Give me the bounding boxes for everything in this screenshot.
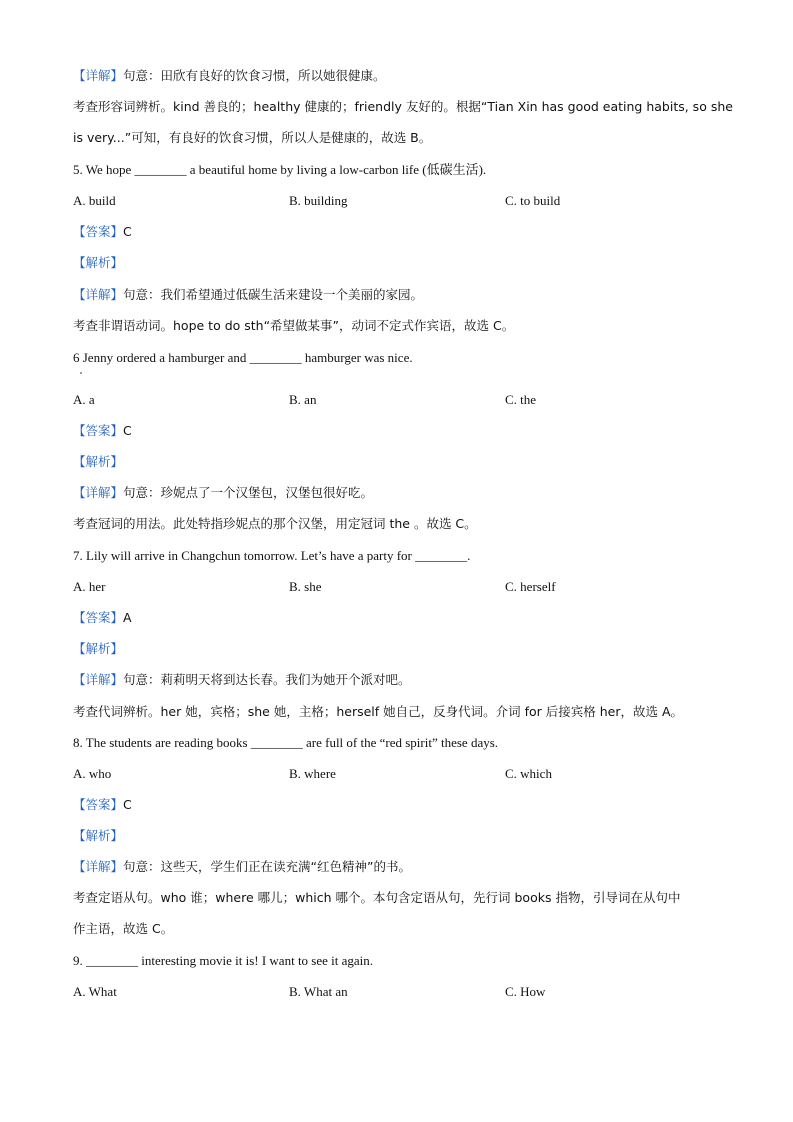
detail-text: 句意：田欣有良好的饮食习惯，所以她很健康。 bbox=[123, 68, 386, 83]
option-c: C. herself bbox=[505, 579, 556, 594]
answer-text: C bbox=[123, 797, 132, 812]
detail-line bbox=[73, 68, 733, 84]
answer-tag: 【答案】 bbox=[73, 797, 124, 812]
detail-text: 句意：这些天，学生们正在读充满“红色精神”的书。 bbox=[123, 859, 411, 874]
detail-tag: 【详解】 bbox=[73, 68, 124, 83]
analysis-tag: 【解析】 bbox=[73, 641, 124, 656]
question-6-options bbox=[73, 392, 733, 408]
detail-text: 句意：我们希望通过低碳生活来建设一个美丽的家园。 bbox=[123, 287, 424, 302]
option-c: C. which bbox=[505, 766, 552, 781]
explanation-line: 考查定语从句。who 谁；where 哪儿；which 哪个。本句含定语从句，先行词 books 指物，引导词在从句中 bbox=[73, 890, 681, 905]
detail-text: 句意：珍妮点了一个汉堡包，汉堡包很好吃。 bbox=[123, 485, 374, 500]
explanation-line: 考查非谓语动词。hope to do sth“希望做某事”，动词不定式作宾语，故选 C。 bbox=[73, 318, 515, 333]
explanation-line: 考查形容词辨析。kind 善良的；healthy 健康的；friendly 友好的。根据“Tian Xin has good eating habits, so she bbox=[73, 99, 733, 114]
explanation-line: 考查代词辨析。her 她，宾格；she 她，主格；herself 她自己，反身代词。介词 for 后接宾格 her，故选 A。 bbox=[73, 704, 684, 719]
option-a: A. a bbox=[73, 392, 95, 407]
detail-text: 句意：莉莉明天将到达长春。我们为她开个派对吧。 bbox=[123, 672, 411, 687]
option-c: C. to build bbox=[505, 193, 561, 208]
option-a: A. build bbox=[73, 193, 116, 208]
explanation-line: 考查冠词的用法。此处特指珍妮点的那个汉堡，用定冠词 the 。故选 C。 bbox=[73, 516, 477, 531]
question-7-options bbox=[73, 579, 733, 595]
question-5-options bbox=[73, 193, 733, 209]
option-c: C. the bbox=[505, 392, 537, 407]
option-b: B. What an bbox=[289, 984, 348, 999]
answer-tag: 【答案】 bbox=[73, 423, 124, 438]
question-6: 6 Jenny ordered a hamburger and ________ hamburger was nice. bbox=[73, 350, 413, 365]
detail-tag: 【详解】 bbox=[73, 485, 124, 500]
option-c: C. How bbox=[505, 984, 546, 999]
detail-line bbox=[73, 287, 733, 303]
answer-text: C bbox=[123, 224, 132, 239]
option-a: A. who bbox=[73, 766, 112, 781]
stray-dot bbox=[80, 372, 82, 374]
answer-line bbox=[73, 224, 733, 240]
explanation-line: 作主语，故选 C。 bbox=[73, 921, 174, 936]
option-a: A. her bbox=[73, 579, 106, 594]
question-9-options bbox=[73, 984, 733, 1000]
detail-line bbox=[73, 485, 733, 501]
question-5: 5. We hope ________ a beautiful home by living a low-carbon life (低碳生活). bbox=[73, 162, 487, 177]
answer-text: A bbox=[123, 610, 132, 625]
question-8-options bbox=[73, 766, 733, 782]
option-a: A. What bbox=[73, 984, 117, 999]
question-9: 9. ________ interesting movie it is! I want to see it again. bbox=[73, 953, 374, 968]
answer-line bbox=[73, 797, 733, 813]
option-b: B. where bbox=[289, 766, 336, 781]
option-b: B. she bbox=[289, 579, 322, 594]
analysis-tag: 【解析】 bbox=[73, 255, 124, 270]
answer-tag: 【答案】 bbox=[73, 610, 124, 625]
detail-line bbox=[73, 672, 733, 688]
explanation-line: is very...”可知，有良好的饮食习惯，所以人是健康的，故选 B。 bbox=[73, 130, 432, 145]
answer-line bbox=[73, 423, 733, 439]
detail-tag: 【详解】 bbox=[73, 672, 124, 687]
analysis-tag: 【解析】 bbox=[73, 454, 124, 469]
answer-line bbox=[73, 610, 733, 626]
detail-tag: 【详解】 bbox=[73, 287, 124, 302]
question-7: 7. Lily will arrive in Changchun tomorrow. Let’s have a party for ________. bbox=[73, 548, 471, 563]
answer-tag: 【答案】 bbox=[73, 224, 124, 239]
answer-text: C bbox=[123, 423, 132, 438]
detail-tag: 【详解】 bbox=[73, 859, 124, 874]
option-b: B. building bbox=[289, 193, 348, 208]
detail-line bbox=[73, 859, 733, 875]
analysis-tag: 【解析】 bbox=[73, 828, 124, 843]
question-8: 8. The students are reading books ________ are full of the “red spirit” these days. bbox=[73, 735, 499, 750]
option-b: B. an bbox=[289, 392, 317, 407]
